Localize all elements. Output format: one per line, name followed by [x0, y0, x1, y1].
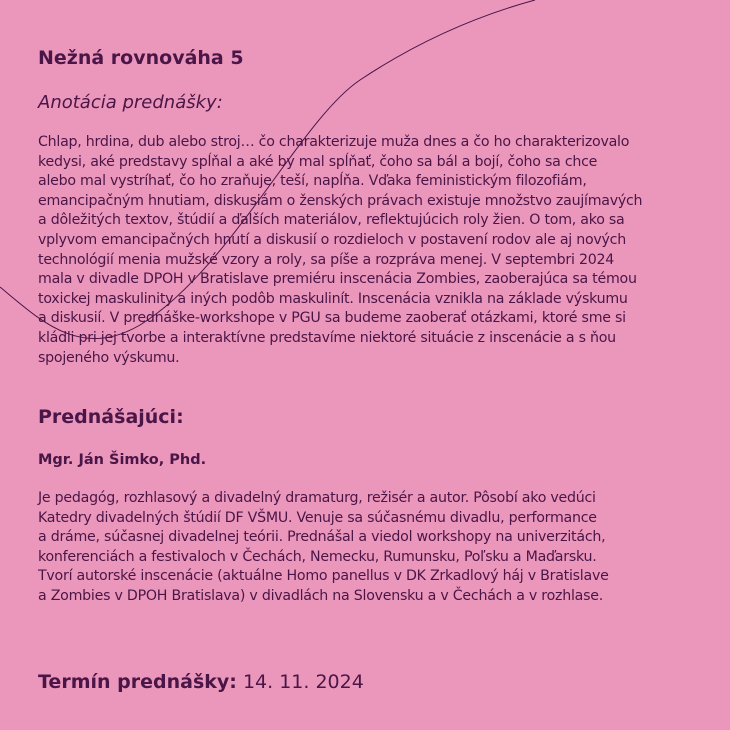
- speaker-name: Mgr. Ján Šimko, Phd.: [38, 452, 207, 468]
- abstract-text: [38, 133, 708, 368]
- abstract-line: technológií menia mužské vzory a roly, sa píše a rozpráva menej. V septembri 2024: [38, 251, 615, 268]
- abstract-line: kedysi, aké predstavy spĺňal a aké by mal spĺňať, čoho sa bál a bojí, čoho sa chce: [38, 153, 598, 170]
- lecture-date: [38, 671, 364, 693]
- abstract-line: toxickej maskulinity a iných podôb maskulinít. Inscenácia vznikla na základe výskumu: [38, 290, 628, 307]
- abstract-line: vplyvom emancipačných hnutí a diskusií o rozdieloch v postavení rodov ale aj nových: [38, 231, 626, 248]
- abstract-line: a diskusií. V prednáške-workshope v PGU sa budeme zaoberať otázkami, ktoré sme si: [38, 310, 626, 327]
- date-label: Termín prednášky:: [38, 671, 237, 693]
- date-value: 14. 11. 2024: [242, 671, 364, 693]
- abstract-line: alebo mal vystríhať, čo ho zraňuje, teší, napĺňa. Vďaka feministickým filozofiám,: [38, 173, 587, 190]
- bio-line: a dráme, súčasnej divadelnej teórii. Prednášal a viedol workshopy na univerzitách,: [38, 529, 606, 546]
- speaker-bio: [38, 489, 708, 607]
- abstract-line: spojeného výskumu.: [38, 349, 180, 366]
- abstract-line: kládli pri jej tvorbe a interaktívne predstavíme niektoré situácie z inscenácie a s ňou: [38, 329, 616, 346]
- abstract-line: Chlap, hrdina, dub alebo stroj… čo charakterizuje muža dnes a čo ho charakterizovalo: [38, 134, 630, 150]
- abstract-line: emancipačným hnutiam, diskusiám o ženských právach existuje množstvo zaujímavých: [38, 192, 643, 209]
- speaker-heading: Prednášajúci:: [38, 406, 184, 428]
- bio-line: a Zombies v DPOH Bratislava) v divadlách na Slovensku a v Čechách a v rozhlase.: [38, 587, 603, 604]
- bio-line: Katedry divadelných štúdií DF VŠMU. Venuje sa súčasnému divadlu, performance: [38, 509, 597, 526]
- abstract-line: mala v divadle DPOH v Bratislave premiéru inscenácia Zombies, zaoberajúca sa témou: [38, 271, 637, 288]
- abstract-line: a dôležitých textov, štúdií a ďalších materiálov, reflektujúcich roly žien. O tom, ako sa: [38, 212, 625, 229]
- bio-line: Tvorí autorské inscenácie (aktuálne Homo panellus v DK Zrkadlový háj v Bratislave: [38, 568, 609, 585]
- bio-line: konferenciách a festivaloch v Čechách, Nemecku, Rumunsku, Poľsku a Maďarsku.: [38, 548, 597, 565]
- bio-line: Je pedagóg, rozhlasový a divadelný dramaturg, režisér a autor. Pôsobí ako vedúci: [38, 490, 596, 506]
- abstract-heading: Anotácia prednášky:: [38, 92, 223, 113]
- page-title: Nežná rovnováha 5: [38, 47, 244, 69]
